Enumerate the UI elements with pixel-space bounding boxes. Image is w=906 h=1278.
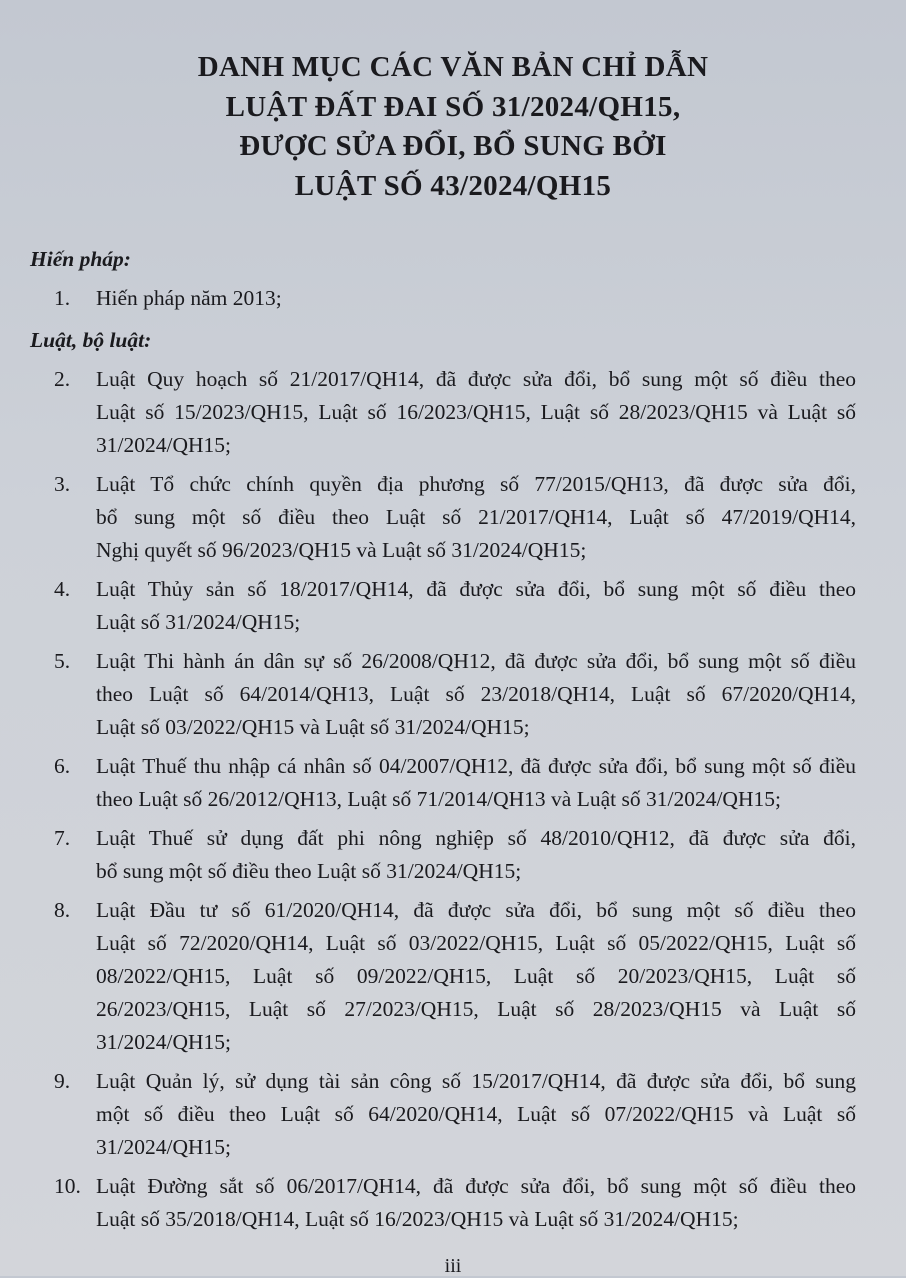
text-line: Hiến pháp năm 2013; <box>96 286 282 310</box>
section-heading: Luật, bộ luật: <box>30 328 152 352</box>
list-item <box>30 468 856 567</box>
text-line: Luật Đầu tư số 61/2020/QH14, đã được sửa đổi, bổ sung một số điều theo <box>96 898 856 922</box>
text-line: Luật Thi hành án dân sự số 26/2008/QH12, đã được sửa đổi, bổ sung một số điều <box>96 649 856 673</box>
text-line: Nghị quyết số 96/2023/QH15 và Luật số 31/2024/QH15; <box>96 538 587 562</box>
item-text <box>96 822 856 888</box>
text-line: 31/2024/QH15; <box>96 1135 231 1159</box>
item-number: 1. <box>54 286 71 310</box>
section-heading: Hiến pháp: <box>30 247 131 271</box>
text-line: Luật Thuế thu nhập cá nhân số 04/2007/QH12, đã được sửa đổi, bổ sung một số điều <box>96 754 856 778</box>
text-line: 31/2024/QH15; <box>96 433 231 457</box>
title-line: DANH MỤC CÁC VĂN BẢN CHỈ DẪN <box>197 51 709 83</box>
item-number: 6. <box>54 754 71 778</box>
item-number: 2. <box>54 367 71 391</box>
list-item <box>30 1065 856 1164</box>
text-line: Luật số 31/2024/QH15; <box>96 610 301 634</box>
item-number: 10. <box>54 1174 81 1198</box>
text-line: Luật Tổ chức chính quyền địa phương số 77/2015/QH13, đã được sửa đổi, <box>96 472 856 496</box>
item-number: 3. <box>54 472 71 496</box>
item-text <box>96 363 856 462</box>
text-line: Luật Quy hoạch số 21/2017/QH14, đã được sửa đổi, bổ sung một số điều theo <box>96 367 856 391</box>
text-line: Luật số 15/2023/QH15, Luật số 16/2023/QH15, Luật số 28/2023/QH15 và Luật số <box>96 400 856 424</box>
text-line: 31/2024/QH15; <box>96 1030 231 1054</box>
text-line: Luật Thuế sử dụng đất phi nông nghiệp số 48/2010/QH12, đã được sửa đổi, <box>96 826 856 850</box>
list-item <box>30 363 856 462</box>
item-text <box>96 1170 856 1236</box>
list-item <box>30 282 856 315</box>
title-line: LUẬT ĐẤT ĐAI SỐ 31/2024/QH15, <box>225 90 681 123</box>
text-line: bổ sung một số điều theo Luật số 21/2017/QH14, Luật số 47/2019/QH14, <box>96 505 856 529</box>
list-item <box>30 822 856 888</box>
text-line: Luật Quản lý, sử dụng tài sản công số 15/2017/QH14, đã được sửa đổi, bổ sung <box>96 1069 856 1093</box>
text-line: theo Luật số 26/2012/QH13, Luật số 71/2014/QH13 và Luật số 31/2024/QH15; <box>96 787 781 811</box>
text-line: 08/2022/QH15, Luật số 09/2022/QH15, Luật số 20/2023/QH15, Luật số <box>96 964 856 988</box>
text-line: theo Luật số 64/2014/QH13, Luật số 23/2018/QH14, Luật số 67/2020/QH14, <box>96 682 856 706</box>
text-line: một số điều theo Luật số 64/2020/QH14, Luật số 07/2022/QH15 và Luật số <box>96 1102 856 1126</box>
item-text <box>96 645 856 744</box>
item-text <box>96 282 856 315</box>
item-text <box>96 894 856 1059</box>
document-body <box>30 240 856 1242</box>
text-line: bổ sung một số điều theo Luật số 31/2024/QH15; <box>96 859 522 883</box>
title-line: LUẬT SỐ 43/2024/QH15 <box>294 169 612 202</box>
item-text <box>96 750 856 816</box>
text-line: Luật số 72/2020/QH14, Luật số 03/2022/QH15, Luật số 05/2022/QH15, Luật số <box>96 931 856 955</box>
item-text <box>96 1065 856 1164</box>
text-line: Luật số 03/2022/QH15 và Luật số 31/2024/QH15; <box>96 715 530 739</box>
text-line: Luật số 35/2018/QH14, Luật số 16/2023/QH15 và Luật số 31/2024/QH15; <box>96 1207 739 1231</box>
item-number: 5. <box>54 649 71 673</box>
list-item <box>30 1170 856 1236</box>
document-title <box>0 48 906 206</box>
text-line: Luật Thủy sản số 18/2017/QH14, đã được sửa đổi, bổ sung một số điều theo <box>96 577 856 601</box>
item-number: 4. <box>54 577 71 601</box>
page-number: iii <box>444 1255 462 1277</box>
text-line: 26/2023/QH15, Luật số 27/2023/QH15, Luật số 28/2023/QH15 và Luật số <box>96 997 856 1021</box>
item-number: 8. <box>54 898 71 922</box>
item-text <box>96 573 856 639</box>
list-item <box>30 894 856 1059</box>
item-number: 7. <box>54 826 71 850</box>
list-item <box>30 645 856 744</box>
item-number: 9. <box>54 1069 71 1093</box>
title-line: ĐƯỢC SỬA ĐỔI, BỔ SUNG BỞI <box>239 130 667 162</box>
text-line: Luật Đường sắt số 06/2017/QH14, đã được sửa đổi, bổ sung một số điều theo <box>96 1174 856 1198</box>
list-item <box>30 573 856 639</box>
item-text <box>96 468 856 567</box>
list-item <box>30 750 856 816</box>
